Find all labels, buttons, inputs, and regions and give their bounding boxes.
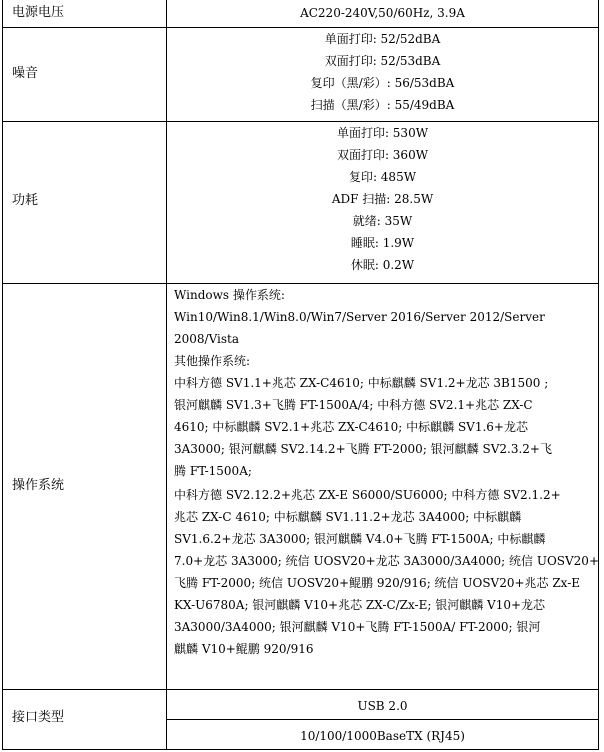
os-line: 3A3000; 银河麒麟 SV2.14.2+飞腾 FT-2000; 银河麒麟 SV2.3.2+飞 [174, 442, 552, 456]
os-line: Win10/Win8.1/Win8.0/Win7/Server 2016/Server 2012/Server [174, 310, 545, 324]
os-line: SV1.6.2+龙芯 3A3000; 银河麒麟 V4.0+飞腾 FT-1500A; 中标麒麟 [174, 532, 546, 546]
interface-value-ethernet: 10/100/1000BaseTX (RJ45) [300, 729, 465, 743]
power-consumption-value: 就绪: 35W [352, 214, 413, 228]
power-consumption-value: 休眠: 0.2W [350, 258, 415, 272]
noise-value: 复印（黑/彩）: 56/53dBA [310, 76, 455, 90]
power-consumption-value: 复印: 485W [348, 170, 417, 184]
table-left-border [2, 0, 3, 750]
power-consumption-value: ADF 扫描: 28.5W [331, 192, 434, 206]
power-supply-value: AC220-240V,50/60Hz, 3.9A [300, 6, 465, 20]
os-line: 腾 FT-1500A; [174, 464, 252, 478]
row-divider [2, 689, 599, 690]
os-line: KX-U6780A; 银河麒麟 V10+兆芯 ZX-C/Zx-E; 银河麒麟 V10+龙芯 [174, 598, 546, 612]
os-line: 中科方德 SV1.1+兆芯 ZX-C4610; 中标麒麟 SV1.2+龙芯 3B1500 ; [174, 376, 549, 390]
power-consumption-value: 单面打印: 530W [336, 126, 429, 140]
row-divider [2, 283, 599, 284]
table-bottom-border [2, 749, 599, 750]
power-supply-label: 电源电压 [12, 5, 65, 20]
os-line: 7.0+龙芯 3A3000; 统信 UOSV20+龙芯 3A3000/3A4000; 统信 UOSV20+ [174, 554, 599, 568]
noise-value: 单面打印: 52/52dBA [324, 32, 441, 46]
power-consumption-value: 双面打印: 360W [336, 148, 429, 162]
os-label: 操作系统 [12, 478, 65, 493]
os-line: 麒麟 V10+鲲鹏 920/916 [174, 642, 314, 656]
os-line: 兆芯 ZX-C 4610; 中标麒麟 SV1.11.2+龙芯 3A4000; 中标麒麟 [174, 510, 522, 524]
interface-value-usb: USB 2.0 [357, 699, 408, 713]
power-consumption-label: 功耗 [12, 193, 39, 208]
noise-value: 扫描（黑/彩）: 55/49dBA [310, 98, 455, 112]
os-line: 4610; 中标麒麟 SV2.1+兆芯 ZX-C4610; 中标麒麟 SV1.6+龙芯 [174, 420, 528, 434]
cell-divider [166, 719, 599, 720]
spec-table [2, 0, 599, 750]
power-consumption-value: 睡眠: 1.9W [350, 236, 415, 250]
interface-label: 接口类型 [12, 710, 65, 725]
os-line: 3A3000/3A4000; 银河麒麟 V10+飞腾 FT-1500A/ FT-2000; 银河 [174, 620, 541, 634]
os-line: 飞腾 FT-2000; 统信 UOSV20+鲲鹏 920/916; 统信 UOSV20+兆芯 Zx-E [174, 576, 581, 590]
row-divider [2, 27, 599, 28]
os-line: 银河麒麟 SV1.3+飞腾 FT-1500A/4; 中科方德 SV2.1+兆芯 ZX-C [174, 398, 533, 412]
noise-label: 噪音 [12, 66, 39, 81]
os-line: 其他操作系统: [174, 354, 251, 368]
os-line: 中科方德 SV2.12.2+兆芯 ZX-E S6000/SU6000; 中科方德 SV2.1.2+ [174, 488, 561, 502]
os-line: 2008/Vista [174, 332, 240, 346]
row-divider [2, 121, 599, 122]
noise-value: 双面打印: 52/53dBA [324, 54, 441, 68]
os-line: Windows 操作系统: [174, 288, 285, 302]
